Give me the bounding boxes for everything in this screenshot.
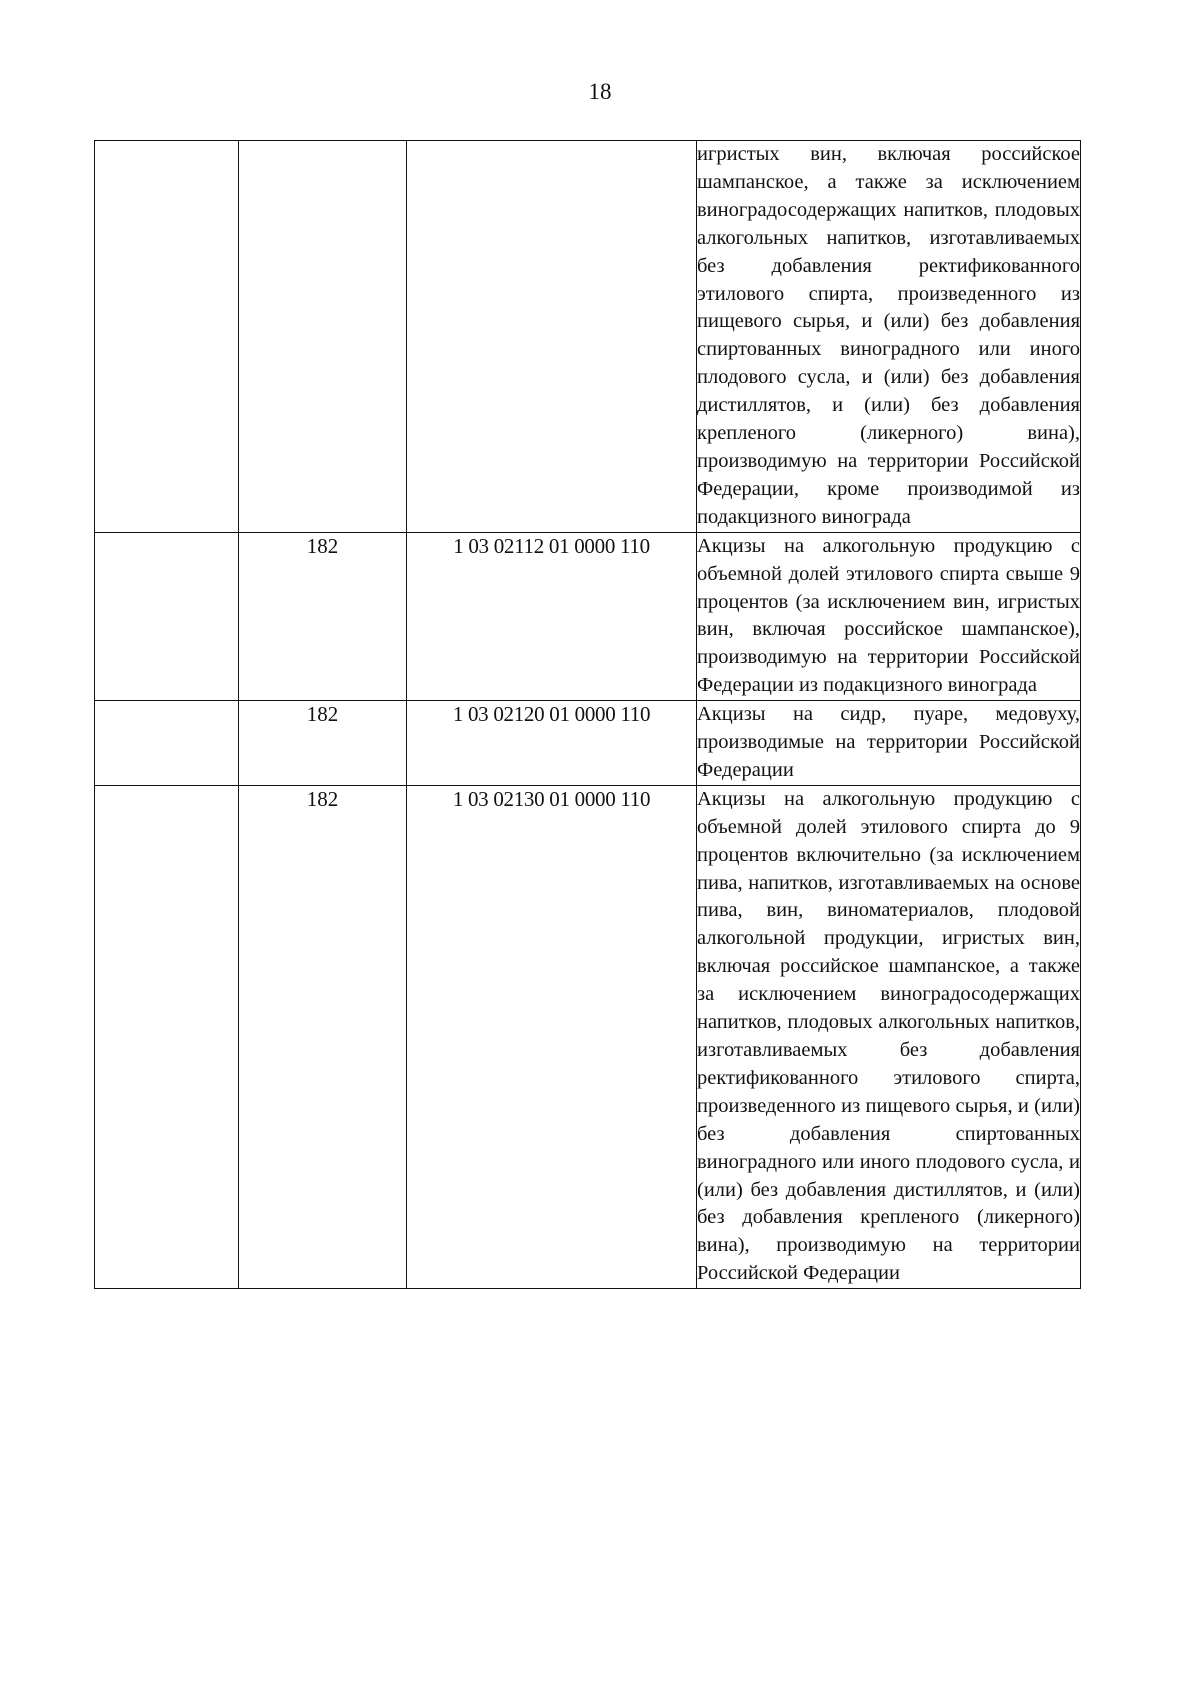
admin-code-cell	[239, 141, 407, 533]
description-text: Акцизы на сидр, пуаре, медовуху, производимые на территории Российской Федерации	[697, 703, 1080, 781]
description-cell	[697, 141, 1081, 533]
empty-cell	[95, 785, 239, 1288]
page-number: 18	[588, 79, 612, 104]
description-text: Акцизы на алкогольную продукцию с объемной долей этилового спирта до 9 процентов включительно (за исключением пива, напитков, изготавливаемых на основе пива, вин, виноматериалов, плодовой алкогольной продукции, игристых вин, включая российское шампанское, а также за исключением виноградосодержащих напитков, плодовых алкогольных напитков, изготавливаемых без добавления ректификованного этилового спирта, произведенного из пищевого сырья, и (или) без добавления спиртованных виноградного или иного плодового сусла, и (или) без добавления дистиллятов, и (или) без добавления крепленого (ликерного) вина), производимую на территории Российской Федерации	[697, 787, 1080, 1285]
budget-code-cell: 1 03 02130 01 0000 110	[407, 785, 697, 1288]
budget-code-cell: 1 03 02120 01 0000 110	[407, 701, 697, 786]
budget-code-cell: 1 03 02112 01 0000 110	[407, 532, 697, 700]
empty-cell	[95, 701, 239, 786]
description-text: Акцизы на алкогольную продукцию с объемной долей этилового спирта свыше 9 процентов (за исключением вин, игристых вин, включая российское шампанское), производимую на территории Российской Федерации из подакцизного винограда	[697, 534, 1080, 697]
description-cell	[697, 701, 1081, 786]
admin-code-cell: 182	[239, 701, 407, 786]
table-row	[95, 785, 1081, 1288]
table-row	[95, 701, 1081, 786]
description-text: игристых вин, включая российское шампанское, а также за исключением виноградосодержащих напитков, плодовых алкогольных напитков, изготавливаемых без добавления ректификованного этилового спирта, произведенного из пищевого сырья, и (или) без добавления спиртованных виноградного или иного плодового сусла, и (или) без добавления дистиллятов, и (или) без добавления крепленого (ликерного) вина), производимую на территории Российской Федерации, кроме производимой из подакцизного винограда	[697, 143, 1080, 528]
description-cell	[697, 532, 1081, 700]
budget-codes-table	[94, 140, 1081, 1289]
budget-code-cell	[407, 141, 697, 533]
admin-code-cell: 182	[239, 532, 407, 700]
empty-cell	[95, 532, 239, 700]
description-cell	[697, 785, 1081, 1288]
table-row	[95, 141, 1081, 533]
admin-code-cell: 182	[239, 785, 407, 1288]
empty-cell	[95, 141, 239, 533]
table-row	[95, 532, 1081, 700]
